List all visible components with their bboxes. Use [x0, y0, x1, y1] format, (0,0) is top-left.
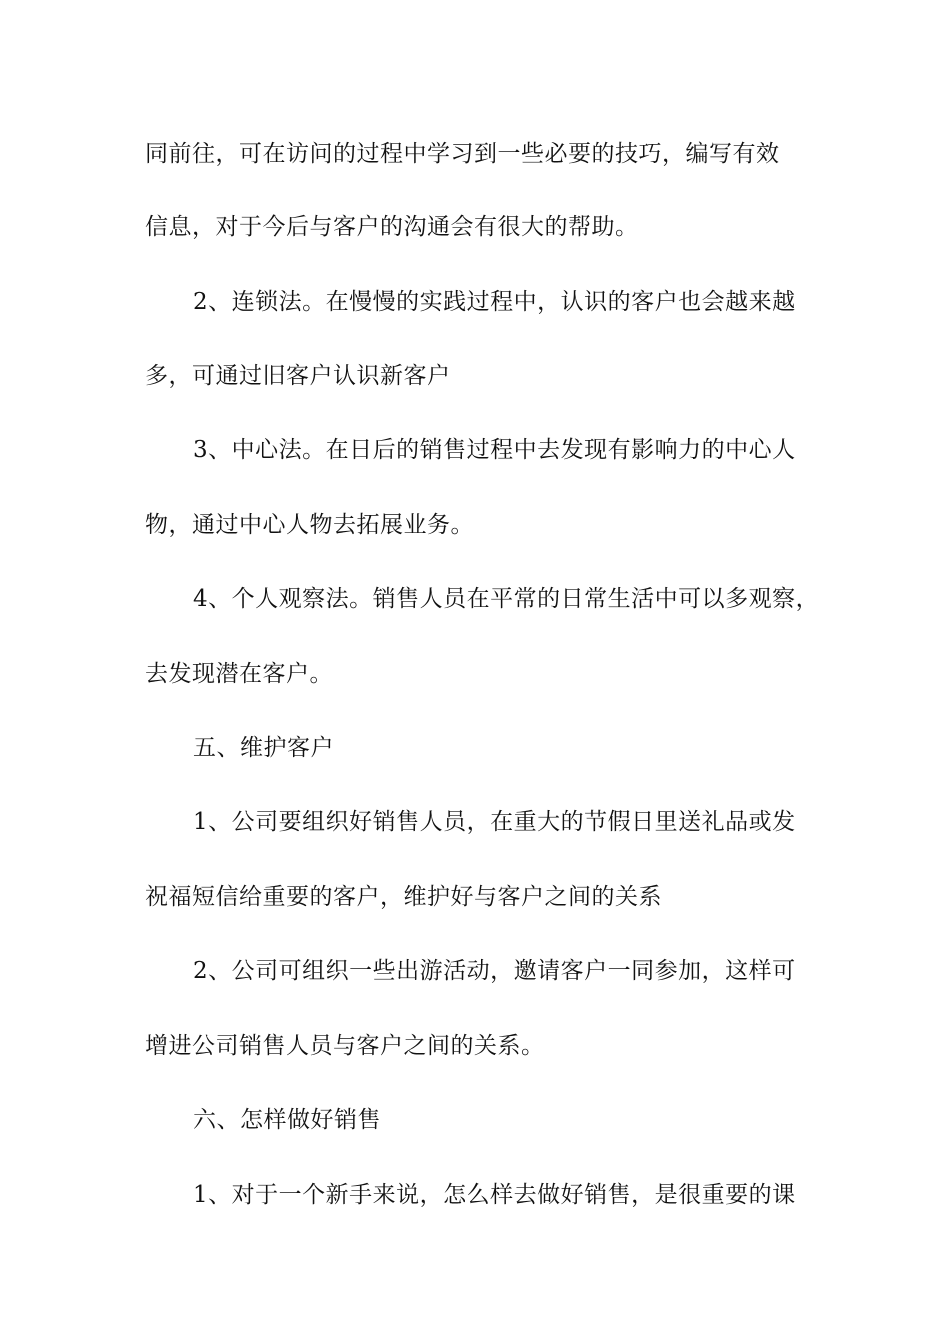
paragraph-line: 去发现潜在客户。 [145, 661, 333, 687]
paragraph-line: 1、对于一个新手来说，怎么样去做好销售，是很重要的课 [193, 1182, 796, 1208]
paragraph-line: 同前往，可在访问的过程中学习到一些必要的技巧，编写有效 [145, 141, 780, 167]
paragraph-line: 2、公司可组织一些出游活动，邀请客户一同参加，这样可 [193, 958, 796, 984]
paragraph-line: 多，可通过旧客户认识新客户 [145, 363, 451, 389]
section-heading: 五、维护客户 [193, 735, 334, 761]
paragraph-line: 祝福短信给重要的客户，维护好与客户之间的关系 [145, 884, 662, 910]
paragraph-line: 3、中心法。在日后的销售过程中去发现有影响力的中心人 [193, 437, 796, 463]
section-heading: 六、怎样做好销售 [193, 1107, 381, 1133]
paragraph-line: 2、连锁法。在慢慢的实践过程中，认识的客户也会越来越 [193, 289, 796, 315]
paragraph-line: 信息，对于今后与客户的沟通会有很大的帮助。 [145, 214, 639, 240]
paragraph-line: 物，通过中心人物去拓展业务。 [145, 512, 474, 538]
paragraph-line: 1、公司要组织好销售人员，在重大的节假日里送礼品或发 [193, 809, 796, 835]
paragraph-line: 4、个人观察法。销售人员在平常的日常生活中可以多观察， [193, 586, 820, 612]
paragraph-line: 增进公司销售人员与客户之间的关系。 [145, 1033, 545, 1059]
